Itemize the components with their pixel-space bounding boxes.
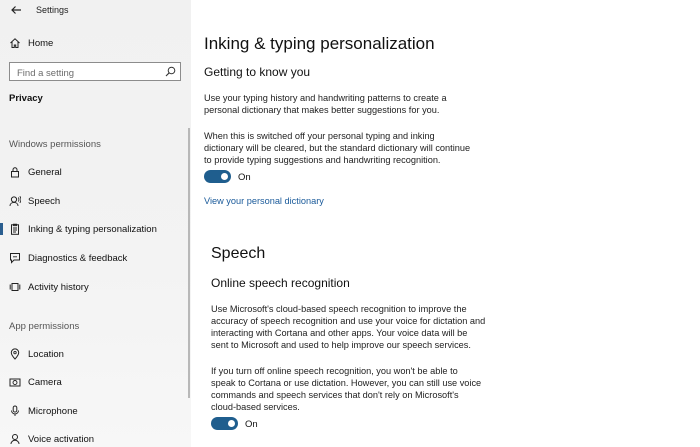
sidebar-item-label: Diagnostics & feedback [28,252,128,264]
sidebar-item-location[interactable] [0,343,188,365]
group-heading-app-permissions: App permissions [9,321,80,332]
camera-icon [9,376,21,388]
sidebar-item-diagnostics[interactable] [0,247,188,269]
search-icon[interactable] [165,66,176,77]
sidebar-item-general[interactable] [0,161,188,183]
title-bar [0,0,191,22]
microphone-icon [9,405,21,417]
speech-note: If you turn off online speech recognition, you won't be able to speak to Cortana or use dictation. However, you can still use voice commands and speech services that don't rely on Microsoft's cloud-based services. [211,366,482,412]
section-heading-speech: Speech [211,245,266,262]
search-input[interactable] [10,65,160,82]
home-icon [9,37,21,49]
section-heading-getting-to-know-you: Getting to know you [204,65,311,79]
sidebar-item-label: Speech [28,195,61,207]
sidebar-item-inking-typing[interactable] [0,218,188,240]
page-title: Inking & typing personalization [204,34,435,53]
sidebar-item-voice-activation[interactable] [0,428,188,447]
back-arrow-icon[interactable] [9,3,23,17]
app-title: Settings [36,5,69,15]
toggle-knob [221,173,228,180]
sidebar-item-label: Inking & typing personalization [28,223,157,235]
voice-icon [9,433,21,445]
sidebar-item-microphone[interactable] [0,400,188,422]
online-speech-toggle-label: On [245,419,258,430]
toggle-knob [228,420,235,427]
sidebar-item-label: General [28,166,62,178]
online-speech-toggle[interactable] [211,417,238,430]
sidebar-item-label: Home [28,37,54,49]
getting-to-know-description: Use your typing history and handwriting patterns to create a personal dictionary that makes better suggestions for you. [204,93,447,115]
speech-icon [9,195,21,207]
getting-to-know-toggle-label: On [238,172,251,183]
group-heading-windows-permissions: Windows permissions [9,139,101,150]
sidebar-item-label: Microphone [28,405,78,417]
feedback-icon [9,252,21,264]
sidebar-scrollbar[interactable] [188,128,190,398]
active-indicator [0,223,3,235]
section-title: Privacy [9,93,43,104]
view-personal-dictionary-link[interactable]: View your personal dictionary [204,196,324,206]
main-content [191,0,700,447]
getting-to-know-toggle[interactable] [204,170,231,183]
clipboard-icon [9,223,21,235]
lock-icon [9,166,21,178]
sidebar [0,0,191,447]
sidebar-item-camera[interactable] [0,371,188,393]
sidebar-item-home[interactable] [0,32,188,54]
sidebar-item-label: Camera [28,376,62,388]
location-icon [9,348,21,360]
sidebar-item-label: Location [28,348,64,360]
speech-description: Use Microsoft's cloud-based speech recognition to improve the accuracy of speech recognition and use your voice for dictation and interacting with Cortana and other apps. Your voice data will be sent to Microsoft and used to help improve our speech services. [211,304,486,350]
getting-to-know-note: When this is switched off your personal typing and inking dictionary will be cleared, but the standard dictionary will continue to provide typing suggestions and handwriting recognition. [204,131,471,165]
sidebar-item-activity-history[interactable] [0,276,188,298]
activity-icon [9,281,21,293]
search-box [9,62,181,81]
online-speech-recognition-heading: Online speech recognition [211,276,350,290]
sidebar-item-label: Activity history [28,281,89,293]
sidebar-item-label: Voice activation [28,433,95,445]
sidebar-item-speech[interactable] [0,190,188,212]
